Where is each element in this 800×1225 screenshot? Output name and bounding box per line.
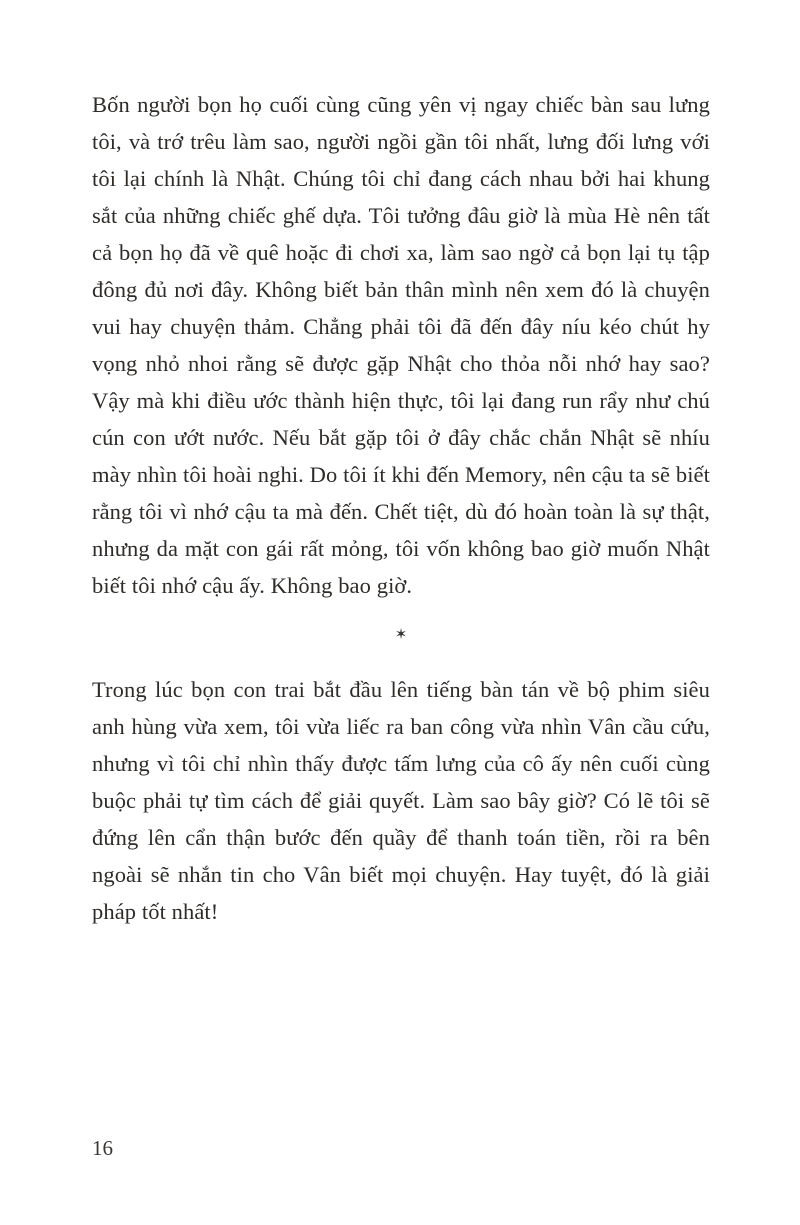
page-number: 16 — [92, 1136, 113, 1160]
text-block — [92, 86, 710, 930]
paragraph-2: Trong lúc bọn con trai bắt đầu lên tiếng bàn tán về bộ phim siêu anh hùng vừa xem, tôi vừa liếc ra ban công vừa nhìn Vân cầu cứu, nhưng vì tôi chỉ nhìn thấy được tấm lưng của cô ấy nên cuối cùng buộc phải tự tìm cách để giải quyết. Làm sao bây giờ? Có lẽ tôi sẽ đứng lên cẩn thận bước đến quầy để thanh toán tiền, rồi ra bên ngoài sẽ nhắn tin cho Vân biết mọi chuyện. Hay tuyệt, đó là giải pháp tốt nhất! — [92, 677, 710, 924]
paragraph-1: Bốn người bọn họ cuối cùng cũng yên vị ngay chiếc bàn sau lưng tôi, và trớ trêu làm sao, người ngồi gần tôi nhất, lưng đối lưng với tôi lại chính là Nhật. Chúng tôi chỉ đang cách nhau bởi hai khung sắt của những chiếc ghế dựa. Tôi tưởng đâu giờ là mùa Hè nên tất cả bọn họ đã về quê hoặc đi chơi xa, làm sao ngờ cả bọn lại tụ tập đông đủ nơi đây. Không biết bản thân mình nên xem đó là chuyện vui hay chuyện thảm. Chẳng phải tôi đã đến đây níu kéo chút hy vọng nhỏ nhoi rằng sẽ được gặp Nhật cho thỏa nỗi nhớ hay sao? Vậy mà khi điều ước thành hiện thực, tôi lại đang run rẩy như chú cún con ướt nước. Nếu bắt gặp tôi ở đây chắc chắn Nhật sẽ nhíu mày nhìn tôi hoài nghi. Do tôi ít khi đến Memory, nên cậu ta sẽ biết rằng tôi vì nhớ cậu ta mà đến. Chết tiệt, dù đó hoàn toàn là sự thật, nhưng da mặt con gái rất mỏng, tôi vốn không bao giờ muốn Nhật biết tôi nhớ cậu ấy. Không bao giờ. — [92, 92, 710, 598]
section-separator: ✶ — [394, 627, 408, 643]
